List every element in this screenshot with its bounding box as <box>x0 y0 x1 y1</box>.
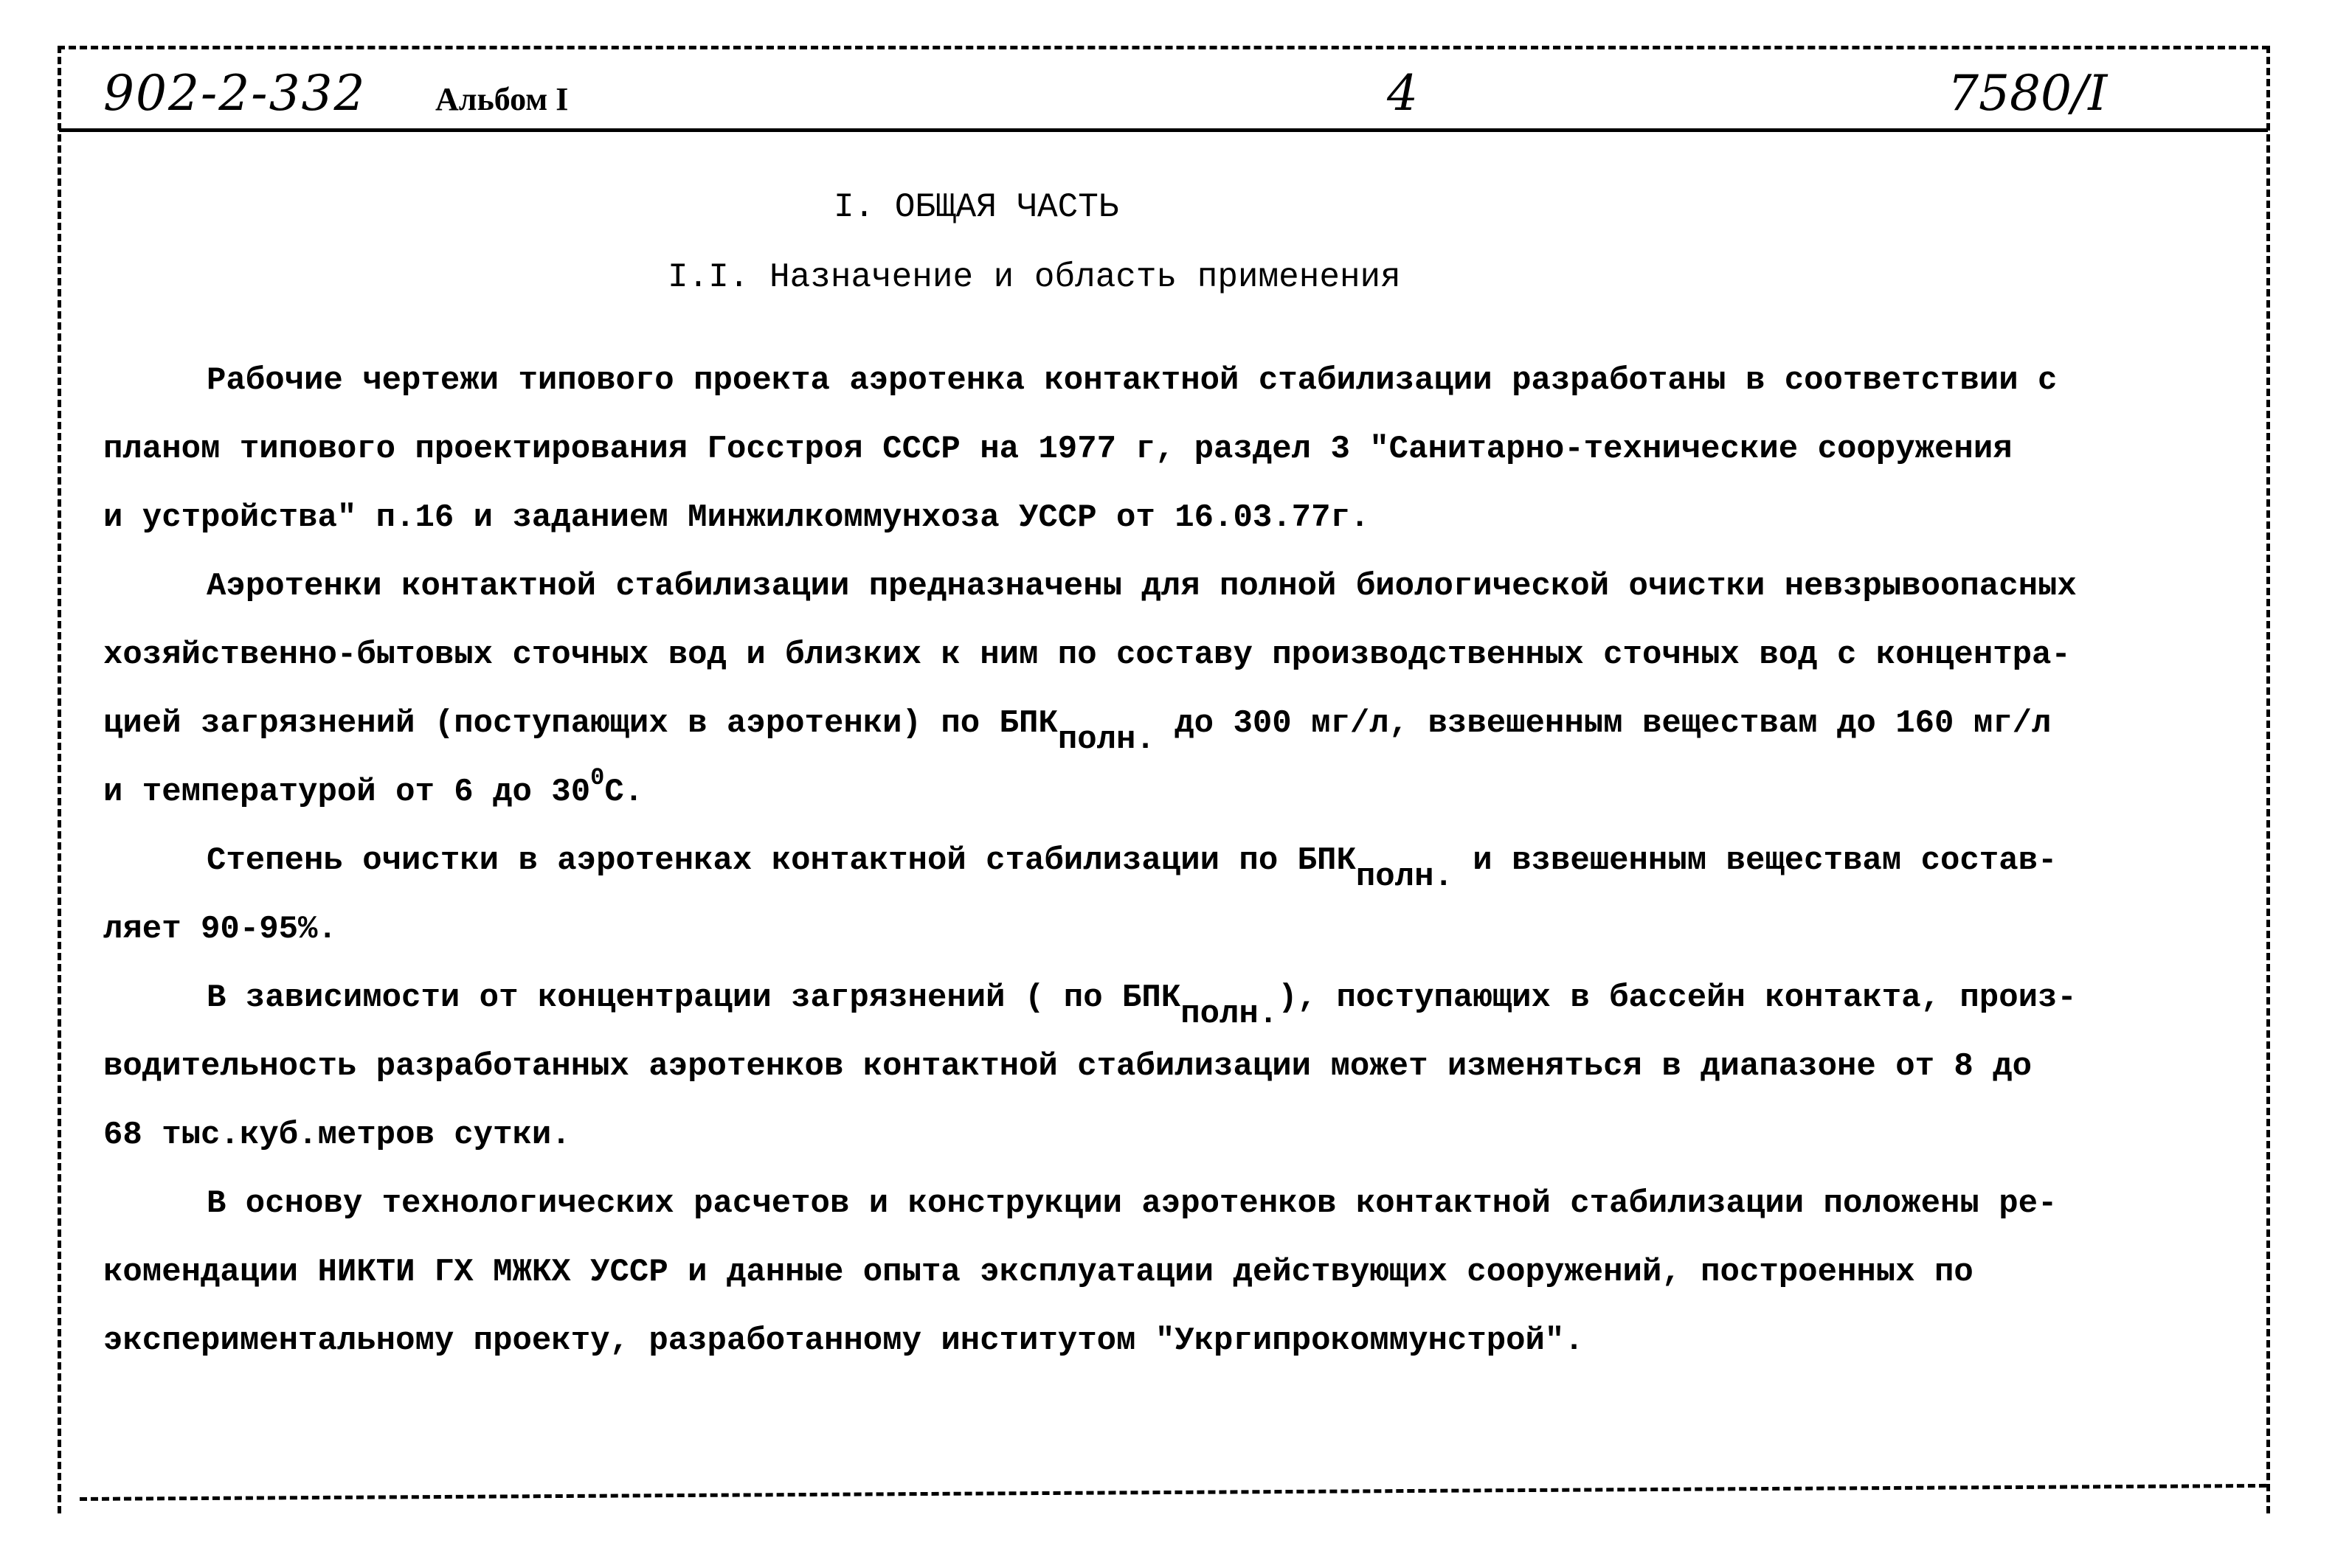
album-label: Альбом I <box>435 81 569 117</box>
text-line: ляет 90-95%. <box>103 911 337 948</box>
paragraph <box>103 347 2258 552</box>
paragraph <box>103 827 2258 964</box>
text-line: и устройства" п.16 и заданием Минжилкоммунхоза УССР от 16.03.77г. <box>103 499 1370 536</box>
sheet-number: 7580/I <box>1948 65 2108 122</box>
text-line: 68 тыс.куб.метров сутки. <box>103 1117 571 1154</box>
text-line: комендации НИКТИ ГХ МЖКХ УССР и данные опыта эксплуатации действующих сооружений, построенных по <box>103 1254 1973 1291</box>
text-line: В основу технологических расчетов и конструкции аэротенков контактной стабилизации положены ре- <box>207 1185 2058 1222</box>
text-line: Рабочие чертежи типового проекта аэротенка контактной стабилизации разработаны в соответствии с <box>207 362 2058 399</box>
frame-right-border <box>2266 46 2270 1513</box>
document-body <box>103 347 2258 1376</box>
text-line: хозяйственно-бытовых сточных вод и близких к ним по составу производственных сточных вод с концентра- <box>103 636 2071 673</box>
paragraph <box>103 1170 2258 1376</box>
text-line: Степень очистки в аэротенках контактной стабилизации по $БПК_{полн.}$ и взвешенным веществам состав- <box>207 842 2058 895</box>
text-line: Аэротенки контактной стабилизации предназначены для полной биологической очистки невзрывоопасных <box>207 568 2077 605</box>
project-code: 902-2-332 <box>103 65 367 122</box>
subsection-title: I.I. Назначение и область применения <box>668 258 1401 296</box>
frame-top-border <box>58 46 2269 49</box>
text-line: водительность разработанных аэротенков контактной стабилизации может изменяться в диапазоне от 8 до <box>103 1048 2033 1085</box>
frame-bottom-border <box>80 1484 2266 1501</box>
text-line: цией загрязнений (поступающих в аэротенки) по $БПК_{полн.}$ до 300 мг/л, взвешенным веществам до 160 мг/л <box>103 705 2052 758</box>
text-line: В зависимости от концентрации загрязнений ( по $БПК_{полн.}$), поступающих в бассейн контакта, произ- <box>207 979 2077 1033</box>
frame-left-border <box>58 46 61 1513</box>
text-line: планом типового проектирования Госстроя СССР на 1977 г, раздел 3 "Санитарно-технические сооружения <box>103 431 2013 468</box>
paragraph <box>103 964 2258 1170</box>
paragraph <box>103 552 2258 827</box>
header-divider <box>59 128 2268 132</box>
text-line: экспериментальному проекту, разработанному институтом "Укргипрокоммунстрой". <box>103 1322 1584 1359</box>
text-line: и температурой от 6 до $30^0С$. <box>103 764 644 811</box>
page-number: 4 <box>1387 65 1418 122</box>
section-title: I. ОБЩАЯ ЧАСТЬ <box>834 188 1119 226</box>
